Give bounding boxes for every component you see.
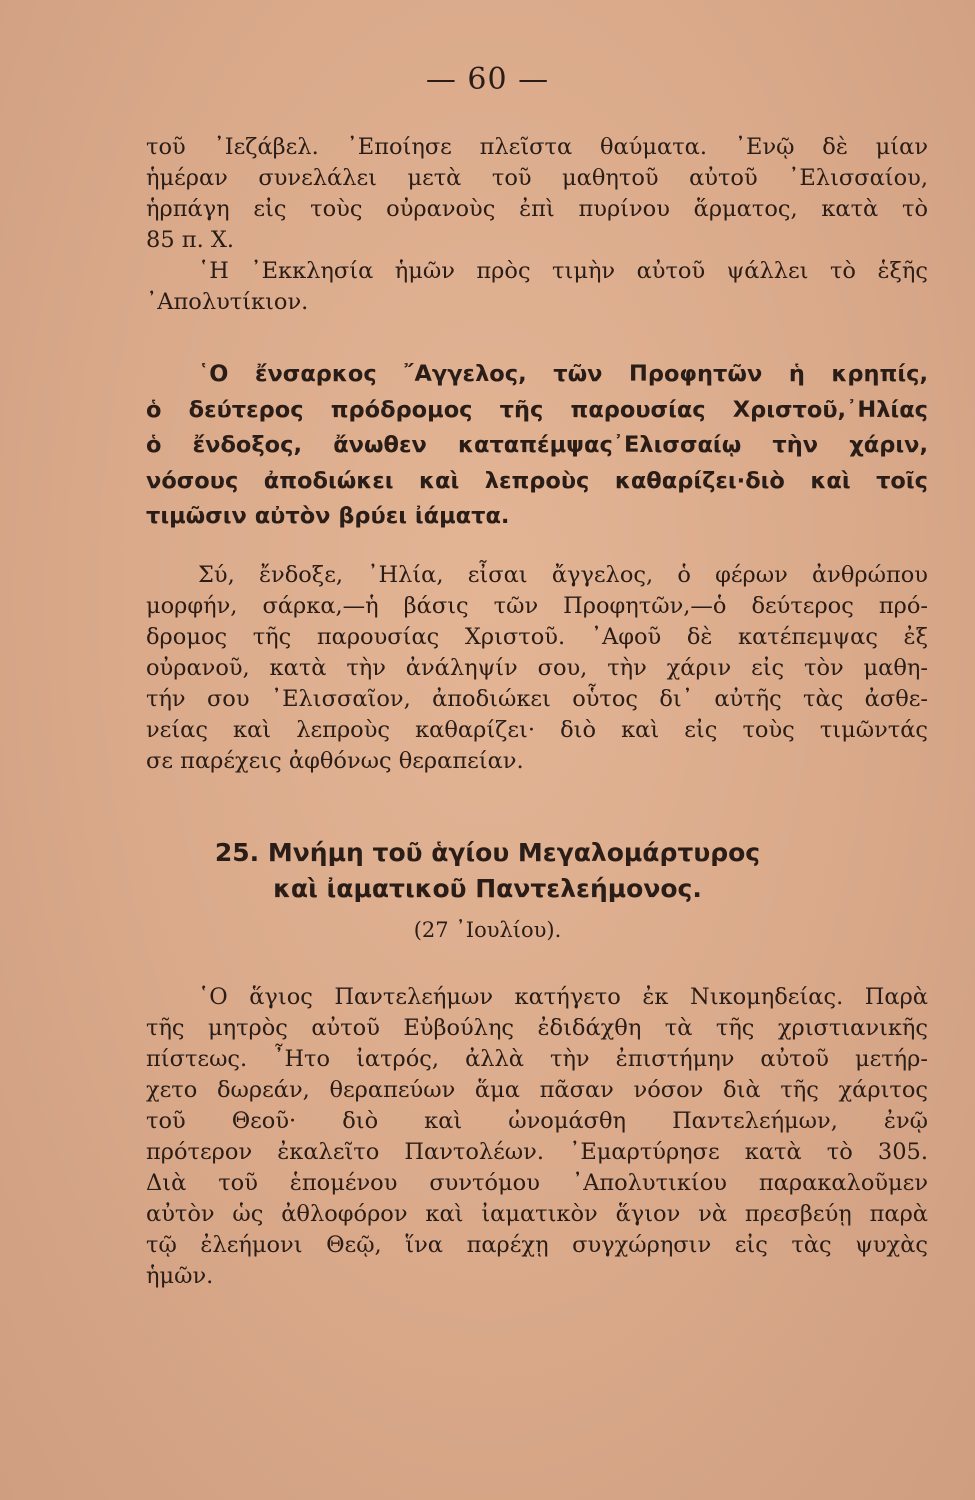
text-line: ῾Ο ἅγιος Παντελεήμων κατήγετο ἐκ Νικομηδείας. Παρὰ (198, 984, 928, 1010)
text-line: ᾿Απολυτίκιον. (146, 289, 309, 315)
text-line: νείας καὶ λεπροὺς καθαρίζει· διὸ καὶ εἰς τοὺς τιμῶντάς (146, 717, 928, 743)
hymn-line: ὁ δεύτερος πρόδρομος τῆς παρουσίας Χριστοῦ,᾿Ηλίας (146, 396, 928, 423)
text-line: μορφήν, σάρκα,—ἡ βάσις τῶν Προφητῶν,—ὁ δεύτερος πρό- (146, 593, 928, 619)
text-line: σε παρέχεις ἀφθόνως θεραπείαν. (146, 748, 524, 774)
text-line: τῷ ἐλεήμονι Θεῷ, ἵνα παρέχῃ συγχώρησιν εἰς τὰς ψυχὰς (146, 1232, 928, 1258)
paragraph-hymn-translation (146, 560, 928, 777)
text-line: ἡρπάγη εἰς τοὺς οὐρανοὺς ἐπὶ πυρίνου ἅρματος, κατὰ τὸ (146, 196, 928, 222)
text-line: Σύ, ἔνδοξε, ᾿Ηλία, εἶσαι ἄγγελος, ὁ φέρων ἀνθρώπου (198, 562, 928, 588)
apolytikion-elijah (146, 357, 928, 535)
paragraph-church-hymn-intro (146, 256, 928, 318)
text-line: τήν σου ᾿Ελισσαῖον, ἀποδιώκει οὗτος δι᾿ αὐτῆς τὰς ἀσθε- (146, 686, 928, 712)
section-title-line-1: 25. Μνήμη τοῦ ἁγίου Μεγαλομάρτυρος (214, 838, 761, 867)
page-number: — 60 — (425, 62, 550, 97)
text-line: 85 π. Χ. (146, 227, 235, 253)
text-line: αὐτὸν ὡς ἀθλοφόρον καὶ ἰαματικὸν ἅγιον νὰ πρεσβεύῃ παρὰ (146, 1201, 928, 1227)
text-line: τοῦ ᾿Ιεζάβελ. ᾿Εποίησε πλεῖστα θαύματα. ᾿Ενῷ δὲ μίαν (146, 134, 928, 160)
paragraph-elijah-life (146, 132, 928, 256)
text-line: τοῦ Θεοῦ· διὸ καὶ ὠνομάσθη Παντελεήμων, ἐνῷ (146, 1108, 928, 1134)
text-line: πίστεως. ῏Ητο ἰατρός, ἀλλὰ τὴν ἐπιστήμην αὐτοῦ μετήρ- (146, 1046, 928, 1072)
hymn-line: νόσους ἀποδιώκει καὶ λεπροὺς καθαρίζει·διὸ καὶ τοῖς (146, 467, 928, 494)
text-line: Διὰ τοῦ ἑπομένου συντόμου ᾿Απολυτικίου παρακαλοῦμεν (146, 1170, 928, 1196)
section-title-line-2: καὶ ἰαματικοῦ Παντελεήμονος. (273, 874, 702, 903)
hymn-line: ὁ ἔνδοξος, ἄνωθεν καταπέμψας᾿Ελισσαίῳ τὴν χάριν, (146, 432, 928, 458)
text-line: τῆς μητρὸς αὐτοῦ Εὐβούλης ἐδιδάχθη τὰ τῆς χριστιανικῆς (146, 1015, 928, 1041)
text-line: χετο δωρεάν, θεραπεύων ἅμα πᾶσαν νόσον διὰ τῆς χάριτος (146, 1077, 928, 1103)
text-line: ἡμέραν συνελάλει μετὰ τοῦ μαθητοῦ αὐτοῦ ᾿Ελισσαίου, (146, 165, 928, 191)
section-date: (27 ᾿Ιουλίου). (413, 918, 562, 942)
hymn-line: τιμῶσιν αὐτὸν βρύει ἰάματα. (146, 503, 510, 529)
hymn-line: ῾Ο ἔνσαρκος ῎Αγγελος, τῶν Προφητῶν ἡ κρηπίς, (198, 361, 928, 387)
text-line: ἡμῶν. (146, 1263, 214, 1289)
paragraph-panteleimon-life (146, 982, 928, 1292)
text-line: δρομος τῆς παρουσίας Χριστοῦ. ᾿Αφοῦ δὲ κατέπεμψας ἐξ (146, 624, 928, 650)
text-line: οὐρανοῦ, κατὰ τὴν ἀνάληψίν σου, τὴν χάριν εἰς τὸν μαθη- (146, 655, 928, 681)
text-line: πρότερον ἐκαλεῖτο Παντολέων. ᾿Εμαρτύρησε κατὰ τὸ 305. (146, 1139, 928, 1165)
text-line: ῾Η ᾿Εκκλησία ἡμῶν πρὸς τιμὴν αὐτοῦ ψάλλει τὸ ἑξῆς (198, 258, 928, 284)
